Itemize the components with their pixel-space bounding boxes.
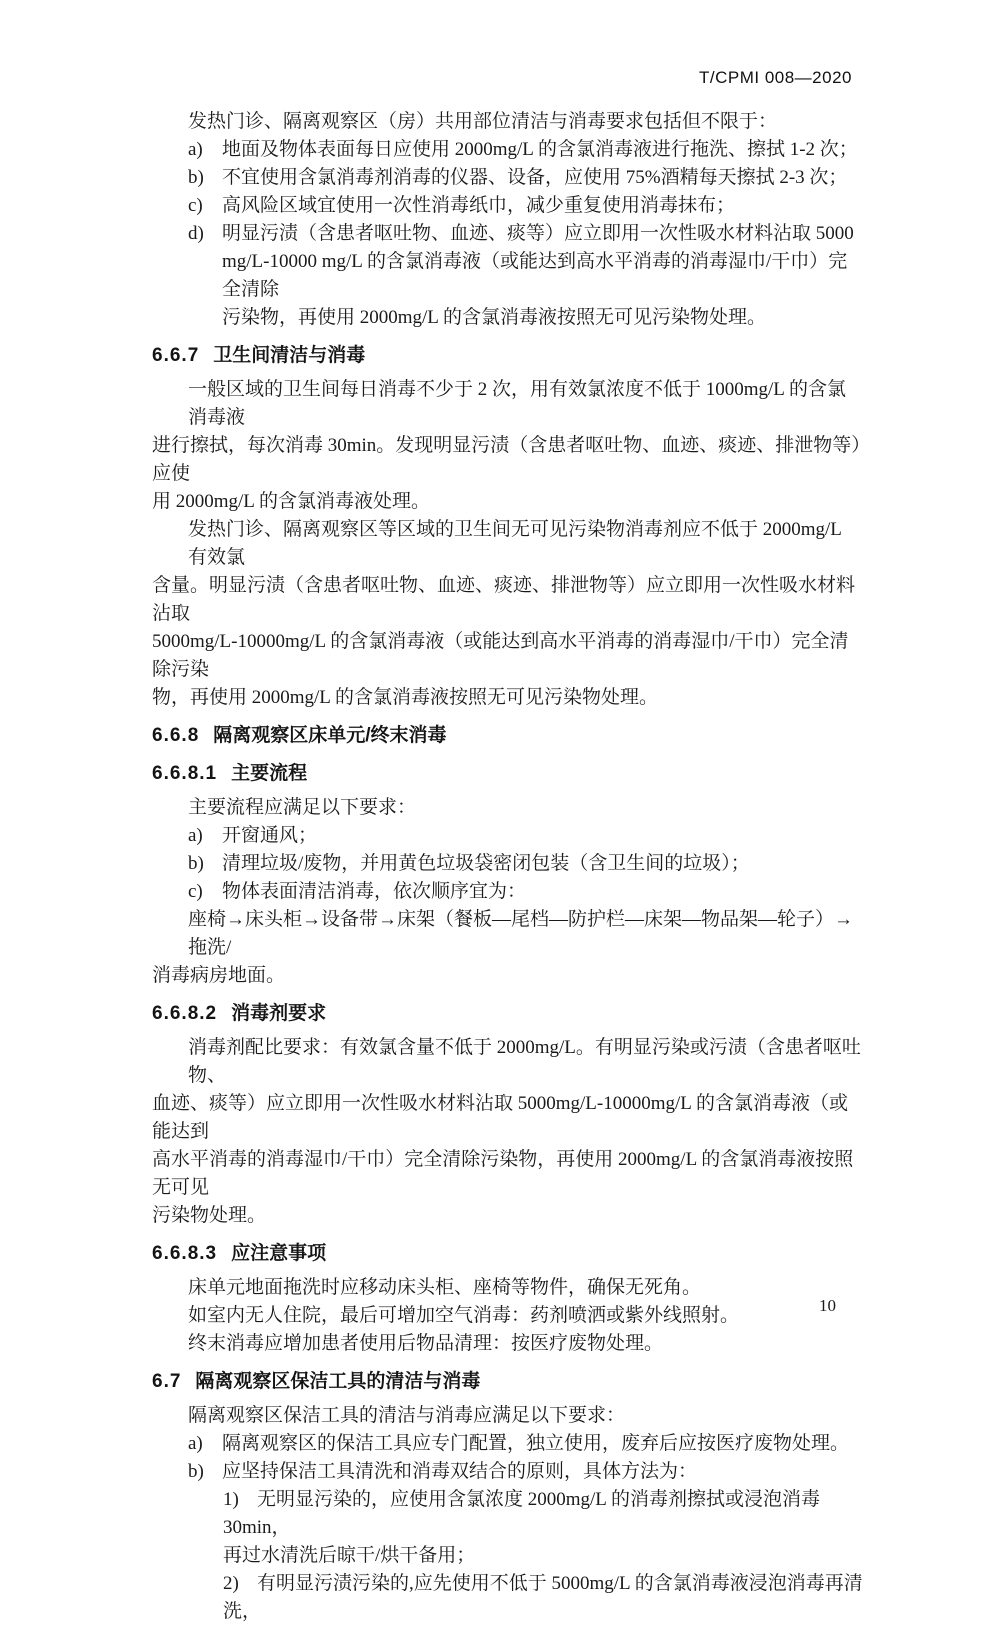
list-marker: c): [188, 881, 203, 902]
list-item-a: [152, 1430, 864, 1458]
list-marker: d): [188, 223, 204, 244]
list-marker: c): [188, 195, 203, 216]
section-heading-6-6-8: [152, 722, 864, 750]
paragraph-line: 用 2000mg/L 的含氯消毒液处理。: [152, 491, 430, 512]
list-item-c: [152, 878, 864, 906]
paragraph-line: 物，再使用 2000mg/L 的含氯消毒液按照无可见污染物处理。: [152, 687, 658, 708]
section-number: 6.7: [152, 1371, 182, 1392]
list-item-text: 明显污渍（含患者呕吐物、血迹、痰等）应立即用一次性吸水材料沾取 5000: [222, 223, 854, 244]
page-number: 10: [819, 1296, 836, 1315]
list-item-text: 清理垃圾/废物，并用黄色垃圾袋密闭包装（含卫生间的垃圾）；: [222, 853, 750, 874]
section-number: 6.6.7: [152, 345, 200, 366]
list-marker: b): [188, 853, 204, 874]
list-marker: b): [188, 167, 204, 188]
sublist-item-1: [152, 1486, 864, 1542]
section-title: 消毒剂要求: [231, 1003, 327, 1024]
section-title: 隔离观察区床单元/终末消毒: [213, 725, 447, 746]
list-item-text: 物体表面清洁消毒，依次顺序宜为：: [222, 881, 527, 902]
paragraph-line: 隔离观察区保洁工具的清洁与消毒应满足以下要求：: [188, 1405, 626, 1426]
list-item-d-line3: 污染物，再使用 2000mg/L 的含氯消毒液按照无可见污染物处理。: [222, 307, 766, 328]
paragraph-line: 污染物处理。: [152, 1205, 267, 1226]
paragraph-line: 血迹、痰等）应立即用一次性吸水材料沾取 5000mg/L-10000mg/L 的含氯消毒液（或能达到: [152, 1093, 848, 1142]
list-item-b: [152, 164, 864, 192]
paragraph-line: 高水平消毒的消毒湿巾/干巾）完全清除污染物，再使用 2000mg/L 的含氯消毒液按照无可见: [152, 1149, 854, 1198]
list-item-text: 应坚持保洁工具清洗和消毒双结合的原则，具体方法为：: [222, 1461, 698, 1482]
list-item-c: [152, 192, 864, 220]
paragraph-line: 主要流程应满足以下要求：: [188, 797, 417, 818]
paragraph-line: 发热门诊、隔离观察区（房）共用部位清洁与消毒要求包括但不限于：: [188, 111, 778, 132]
paragraph-line: 座椅→床头柜→设备带→床架（餐板—尾档—防护栏—床架—物品架—轮子）→拖洗/: [188, 909, 854, 958]
list-item-b: [152, 1458, 864, 1486]
list-item-d-line2: mg/L-10000 mg/L 的含氯消毒液（或能达到高水平消毒的消毒湿巾/干巾）完全清除: [222, 251, 848, 300]
section-number: 6.6.8: [152, 725, 200, 746]
list-item-text: 无明显污染的，应使用含氯浓度 2000mg/L 的消毒剂擦拭或浸泡消毒 30min，: [223, 1489, 820, 1538]
paragraph-line: 消毒病房地面。: [152, 965, 286, 986]
list-marker: b): [188, 1461, 204, 1482]
section-heading-6-6-8-3: [152, 1240, 864, 1268]
section-title: 隔离观察区保洁工具的清洁与消毒: [195, 1371, 481, 1392]
content-area: [152, 108, 864, 1626]
list-item-text: 隔离观察区的保洁工具应专门配置，独立使用，废弃后应按医疗废物处理。: [222, 1433, 850, 1454]
doc-code: T/CPMI 008—2020: [698, 68, 852, 87]
sublist-item-1-line2: 再过水清洗后晾干/烘干备用；: [223, 1545, 476, 1566]
list-item-text: 地面及物体表面每日应使用 2000mg/L 的含氯消毒液进行拖洗、擦拭 1-2 次；: [222, 139, 858, 160]
list-item-text: 高风险区域宜使用一次性消毒纸巾，减少重复使用消毒抹布；: [222, 195, 736, 216]
list-marker: 1): [223, 1489, 239, 1510]
section-heading-6-6-7: [152, 342, 864, 370]
list-item-text: 有明显污渍污染的,应先使用不低于 5000mg/L 的含氯消毒液浸泡消毒再清洗，: [223, 1573, 863, 1622]
sublist-item-2: [152, 1570, 864, 1626]
section-number: 6.6.8.3: [152, 1243, 218, 1264]
section-heading-6-6-8-2: [152, 1000, 864, 1028]
paragraph-line: 终末消毒应增加患者使用后物品清理：按医疗废物处理。: [188, 1333, 664, 1354]
list-item-text: 开窗通风；: [222, 825, 318, 846]
list-item-a: [152, 136, 864, 164]
paragraph-line: 进行擦拭，每次消毒 30min。发现明显污渍（含患者呕吐物、血迹、痰迹、排泄物等）应使: [152, 435, 861, 484]
section-title: 应注意事项: [231, 1243, 327, 1264]
paragraph-line: 床单元地面拖洗时应移动床头柜、座椅等物件，确保无死角。: [188, 1277, 702, 1298]
list-marker: a): [188, 1433, 203, 1454]
section-heading-6-7: [152, 1368, 864, 1396]
section-title: 主要流程: [231, 763, 308, 784]
list-marker: 2): [223, 1573, 239, 1594]
section-heading-6-6-8-1: [152, 760, 864, 788]
paragraph-line: 5000mg/L-10000mg/L 的含氯消毒液（或能达到高水平消毒的消毒湿巾/干巾）完全清除污染: [152, 631, 849, 680]
section-title: 卫生间清洁与消毒: [213, 345, 366, 366]
paragraph-line: 消毒剂配比要求：有效氯含量不低于 2000mg/L。有明显污染或污渍（含患者呕吐物、: [188, 1037, 861, 1086]
list-item-d: [152, 220, 864, 248]
list-marker: a): [188, 139, 203, 160]
section-number: 6.6.8.2: [152, 1003, 218, 1024]
section-number: 6.6.8.1: [152, 763, 218, 784]
list-marker: a): [188, 825, 203, 846]
list-item-b: [152, 850, 864, 878]
paragraph-line: 一般区域的卫生间每日消毒不少于 2 次，用有效氯浓度不低于 1000mg/L 的含氯消毒液: [188, 379, 846, 428]
paragraph-line: 发热门诊、隔离观察区等区域的卫生间无可见污染物消毒剂应不低于 2000mg/L 有效氯: [188, 519, 842, 568]
list-item-text: 不宜使用含氯消毒剂消毒的仪器、设备，应使用 75%酒精每天擦拭 2-3 次；: [222, 167, 848, 188]
paragraph-line: 如室内无人住院，最后可增加空气消毒：药剂喷洒或紫外线照射。: [188, 1305, 740, 1326]
list-item-a: [152, 822, 864, 850]
paragraph-line: 含量。明显污渍（含患者呕吐物、血迹、痰迹、排泄物等）应立即用一次性吸水材料沾取: [152, 575, 856, 624]
